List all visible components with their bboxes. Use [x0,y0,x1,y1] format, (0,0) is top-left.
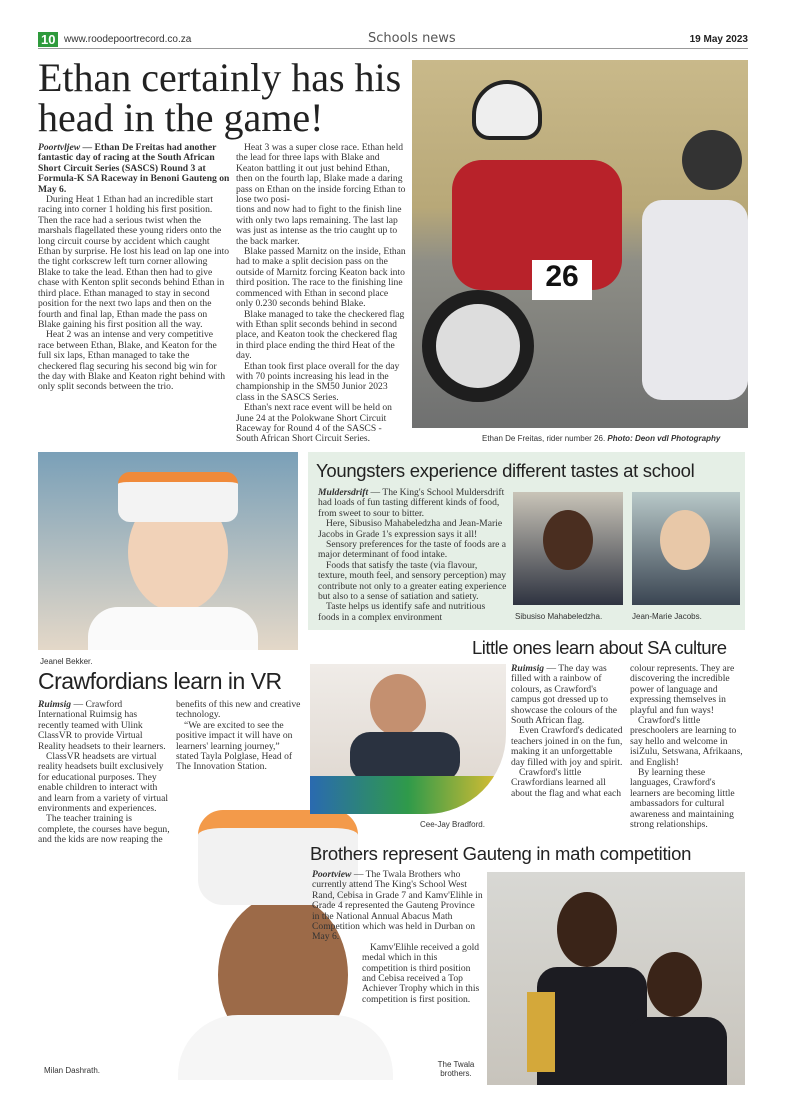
headline-culture: Little ones learn about SA culture [472,637,727,658]
paragraph: The teacher training is complete, the courses have begun, and the kids are now reaping the [38,813,170,846]
dateline: Ruimsig [38,699,72,710]
front-wheel [422,290,534,402]
paragraph: Blake passed Marnitz on the inside, Ethan had to make a split decision pass on the outside of Marnitz forcing Keaton back into third position. The race to the finishing line commenced with Ethan in second place only 0.230 seconds behind Blake. [236,246,406,310]
paragraph: Heat 3 was a super close race. Ethan held the lead for three laps with Blake and Keaton battling it out just behind Ethan, then on the fourth lap, Blake made a daring pass on Ethan on the inside forcing Ethan to lose two posi- [236,142,406,206]
paragraph: During Heat 1 Ethan had an incredible start racing into corner 1 holding his first position. Then the race had a serious twist when the marshals flagellated these young riders onto the long circuit course by accident which caught Ethan by surprise. He lost his lead on lap one into the tight corkscrew left turn corner allowing Blake to take the lead. Ethan then had to give chase with Kenton split seconds behind Ethan in third place. Ethan managed to stay in second position for the next two laps and then on the fourth and final lap, Ethan made the pass on Blake gaining his first position all the way. [38,194,230,330]
paragraph: Blake managed to take the checkered flag with Ethan split seconds behind in second place, and Keaton took the checkered flag in third place ending the third Heat of the day. [236,308,405,362]
paragraph: Crawford's little Crawfordians learned all about the flag and what each [511,767,622,799]
photo-cee-jay-painting [310,664,506,814]
photo-credit: Photo: Deon vdl Photography [607,434,721,443]
paragraph: colour represents. They are discovering the incredible power of language and expressing themselves in playful and fun ways! [630,663,735,716]
photo-caption [430,1060,482,1078]
dateline: Muldersdrift [318,487,369,498]
issue-date: 19 May 2023 [689,34,748,45]
page-header [38,30,748,49]
paragraph: Crawford's little preschoolers are learning to say hello and welcome in isiZulu, Setswana, Afrikaans, and English! [630,715,743,768]
paragraph: Taste helps us identify safe and nutritious foods in a complex environment [318,601,486,623]
paragraph: “We are excited to see the positive impact it will have on learners' learning journey,” stated Tayla Polglase, Head of The Innovation Station. [176,719,293,773]
photo-caption: Jeanel Bekker. [40,657,93,666]
article-tastes [318,488,508,623]
headline-ethan: Ethan certainly has his head in the game! [38,55,402,140]
article-maths [312,870,484,1005]
headline-tastes: Youngsters experience different tastes at school [316,460,695,481]
dateline: Poortview [312,869,352,880]
paragraph: — The day was filled with a rainbow of colours, as Crawford's campus got dressed up to showcase the colours of the South African flag. [511,663,618,727]
article-culture-col1 [511,664,625,799]
paragraph: Foods that satisfy the taste (via flavour, texture, mouth feel, and sensory perception) may contribute not only to a greater eating experience but also to a sense of satiation and satiety. [318,559,507,603]
photo-caption [482,434,720,443]
photo-caption: Milan Dashrath. [44,1066,101,1075]
paragraph: — The King's School Muldersdrift had loads of fun tasting different kinds of food, from sweet to sour to bitter. [318,487,505,519]
lead-paragraph: — Ethan De Freitas had another fantastic day of racing at the South African Short Circuit Series (SASCS) Round 3 at Formula-K SA Raceway in Benoni Gauteng on May 6. [38,142,230,195]
photo-girl-vr [38,452,298,650]
headline-maths: Brothers represent Gauteng in math competition [310,843,692,864]
paragraph: benefits of this new and creative technology. [176,699,301,721]
photo-motorbike-racers: 26 [412,60,748,428]
dateline: Ruimsig [511,663,545,674]
paragraph: — Crawford International Ruimsig has recently teamed with Ulink ClassVR to provide Virtual Reality headsets to their learners. [38,699,166,752]
page-number: 10 [38,32,58,47]
article-vr-col2 [176,700,302,773]
article-vr-col1 [38,700,170,846]
article-ethan-col1 [38,143,230,393]
paragraph: Ethan took first place overall for the day with 70 points increasing his lead in the championship in the SM50 Junior 2023 class in the SASCS Series. [236,360,400,403]
paragraph: ClassVR headsets are virtual reality headsets built exclusively for educational purposes. They enable children to interact with and learn from a variety of virtual environments and experiences. [38,751,168,815]
photo-sibusiso [513,492,623,605]
paragraph: tions and now had to fight to the finish line with only two laps remaining. The last lap was just as intense as the trio caught up to the back marker. [236,204,402,247]
paragraph: Even Crawford's dedicated teachers joined in on the fun, making it an unforgettable day filled with joy and spirit. [511,725,623,768]
caption-text: Ethan De Freitas, rider number 26. [482,434,606,443]
photo-caption: Sibusiso Mahabeledzha. [515,612,603,621]
paragraph: Sensory preferences for the taste of foods are a major determinant of food intake. [318,539,507,561]
paragraph: Kamv'Elihle received a gold medal which in this competition is third position and Cebisa received a Top Achiever Trophy which in this competition is first position. [362,941,480,1005]
dateline: Poortvljew [38,142,81,153]
article-ethan-col2 [236,143,406,445]
caption-text: The Twala brothers. [437,1060,475,1078]
paragraph: Ethan's next race event will be held on June 24 at the Polokwane Short Circuit Raceway for Round 4 of the SASCS - South African Short Circuit Series. [236,402,392,445]
photo-jean-marie [632,492,740,605]
section-title: Schools news [368,31,456,46]
photo-caption: Jean-Marie Jacobs. [632,612,702,621]
paragraph: Here, Sibusiso Mahabeledzha and Jean-Marie Jacobs in Grade 1's expression says it all! [318,518,503,540]
photo-caption: Cee-Jay Bradford. [420,820,485,829]
site-url[interactable]: www.roodepoortrecord.co.za [64,34,192,45]
article-culture-col2 [630,664,748,831]
paragraph: Heat 2 was an intense and very competitive race between Ethan, Blake, and Keaton for the full six laps, Ethan managed to take the checkered flag securing his second big win for the day with Blake and Keaton right behind with only split seconds between the trio. [38,329,226,393]
photo-twala-brothers [487,872,745,1085]
headline-vr: Crawfordians learn in VR [38,668,282,694]
paragraph: — The Twala Brothers who currently attend The King's School West Rand, Cebisa in Grade 7 and Kamv'Elihle in Grade 4 represented the Gauteng Province in the National Annual Abacus Math Competition which was held in Durban on May 6. [312,869,483,943]
paragraph: By learning these languages, Crawford's learners are becoming little ambassadors for cultural awareness and maintaining strong relationships. [630,767,735,831]
